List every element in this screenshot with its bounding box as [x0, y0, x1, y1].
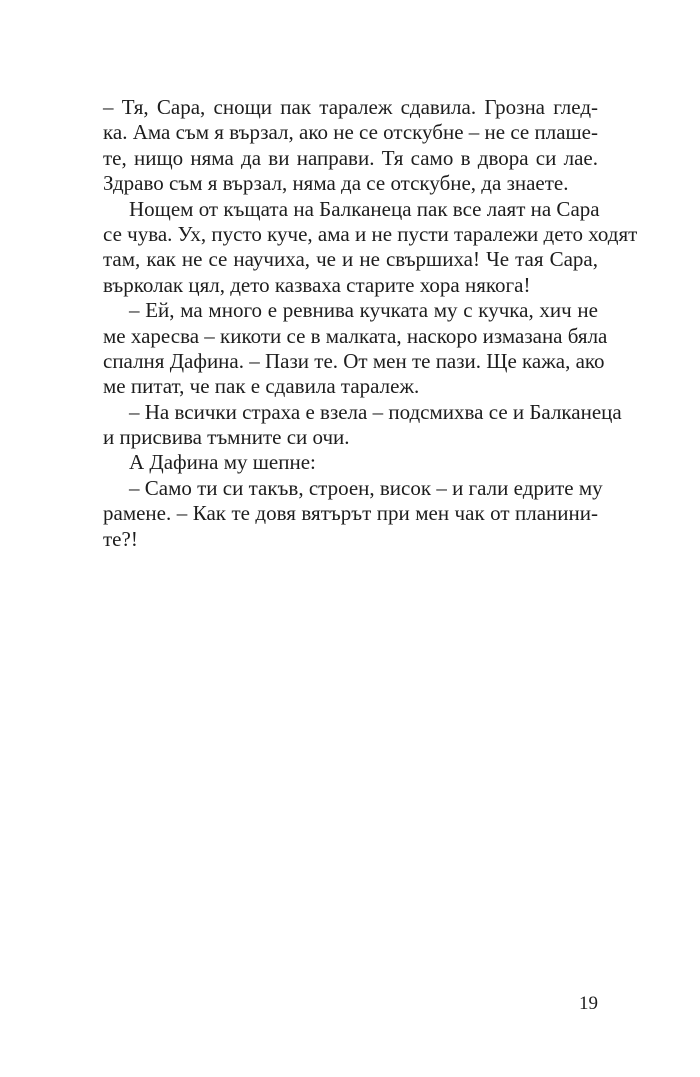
text-line: – Тя, Сара, снощи пак таралеж сдавила. Грозна глед-	[103, 95, 598, 119]
body-text	[103, 95, 638, 552]
text-line: ме питат, че пак е сдавила таралеж.	[103, 374, 420, 399]
text-line: Нощем от къщата на Балканеца пак все лаят на Сара	[129, 196, 600, 221]
text-line: там, как не се научиха, че и не свършиха! Че тая Сара,	[103, 247, 598, 272]
text-line: те, нищо няма да ви направи. Тя само в двора си лае.	[103, 145, 598, 170]
text-line: – Само ти си такъв, строен, висок – и гали едрите му	[129, 475, 603, 500]
text-line: те?!	[103, 526, 138, 551]
text-line: върколак цял, дето казваха старите хора някога!	[103, 272, 531, 297]
text-line: Здраво съм я вързал, няма да се отскубне, да знаете.	[103, 171, 569, 196]
text-line: ме харесва – кикоти се в малката, наскоро измазана бяла	[103, 323, 608, 348]
text-line: и присвива тъмните си очи.	[103, 425, 350, 450]
page-number: 19	[579, 993, 598, 1014]
text-line: рамене. – Как те довя вятърът при мен чак от планини-	[103, 501, 598, 526]
text-line: спалня Дафина. – Пази те. От мен те пази. Ще кажа, ако	[103, 348, 605, 373]
text-line: – На всички страха е взела – подсмихва се и Балканеца	[129, 399, 622, 424]
text-line: се чува. Ух, пусто куче, ама и не пусти таралежи дето ходят	[103, 221, 638, 246]
text-line: – Ей, ма много е ревнива кучката му с кучка, хич не	[129, 298, 598, 323]
text-line: А Дафина му шепне:	[129, 450, 316, 475]
text-line: ка. Ама съм я вързал, ако не се отскубне – не се плаше-	[103, 120, 598, 145]
